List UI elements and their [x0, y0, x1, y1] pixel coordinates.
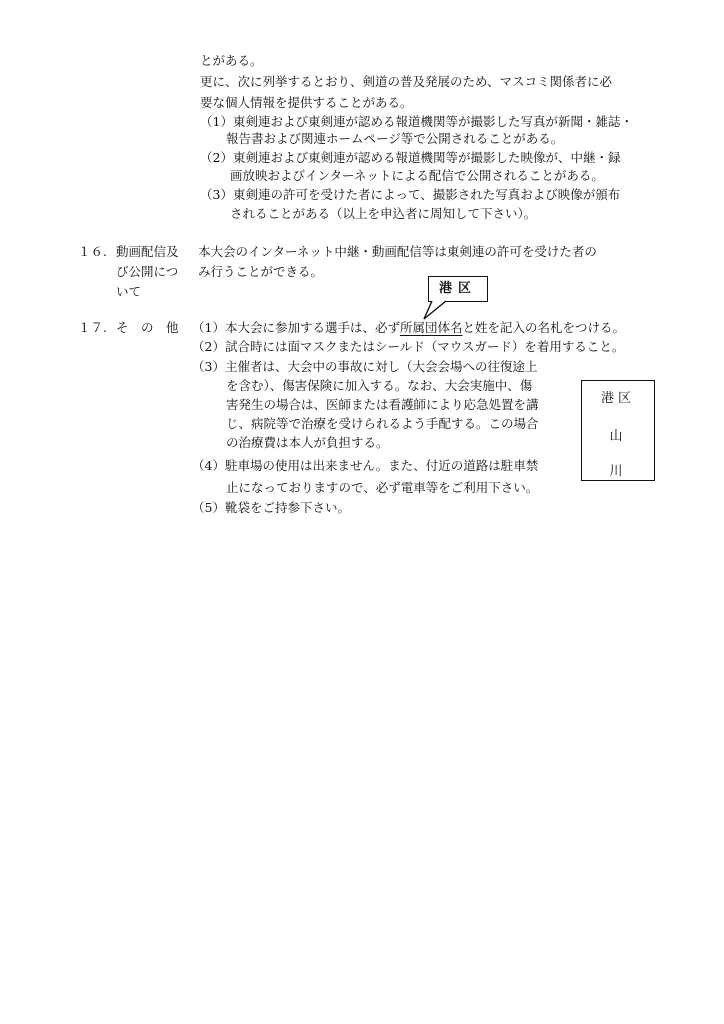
- nametag-example: [581, 380, 655, 481]
- sec15-line-2: 更に、次に列挙するとおり、剣道の普及発展のため、マスコミ関係者に必: [200, 74, 613, 89]
- sec17-item-5: （5）靴袋をご持参下さい。: [192, 500, 350, 515]
- sec16-body-2: み行うことができる。: [198, 264, 324, 279]
- sec15-item-1: （1）東剣連および東剣連が認める報道機関等が撮影した写真が新聞・雑誌・: [200, 114, 633, 129]
- sec17-item-1: [192, 318, 625, 337]
- sec15-item-3-cont: されることがある（以上を申込者に周知して下さい）。: [230, 206, 537, 221]
- sec15-line-1: とがある。: [200, 53, 263, 68]
- sec16-number: １６.: [78, 244, 107, 259]
- nametag-line-1: 港区: [600, 391, 635, 406]
- sec15-line-3: 要な個人情報を提供することがある。: [200, 95, 413, 110]
- sec17-item-3-line-1: （3）主催者は、大会中の事故に対し（大会会場への往復途上: [192, 359, 538, 374]
- sec17-item-3-line-2: を含む）、傷害保険に加入する。なお、大会実施中、傷: [226, 378, 533, 393]
- sec17-item-1-after: と姓を記入の名札をつける。: [462, 320, 625, 335]
- sec17-heading: そ の 他: [116, 320, 179, 335]
- callout-box: 港区: [428, 276, 488, 302]
- sec16-heading-2: び公開につ: [116, 264, 179, 279]
- nametag-line-3: 川: [609, 464, 627, 479]
- sec16-heading-3: いて: [116, 284, 142, 299]
- sec15-item-3: （3）東剣連の許可を受けた者によって、撮影された写真および映像が頒布: [200, 187, 621, 202]
- sec17-item-4-line-1: （4）駐車場の使用は出来ません。また、付近の道路は駐車禁: [192, 458, 539, 473]
- sec15-item-2: （2）東剣連および東剣連が認める報道機関等が撮影した映像が、中継・録: [200, 150, 621, 165]
- sec16-heading-1: 動画配信及: [116, 244, 179, 259]
- sec17-item-4-line-2: 止になっておりますので、必ず電車等をご利用下さい。: [226, 480, 539, 495]
- sec17-number: １７.: [78, 320, 107, 335]
- sec16-body-1: 本大会のインターネット中継・動画配信等は東剣連の許可を受けた者の: [198, 244, 597, 259]
- sec17-item-2: （2）試合時には面マスクまたはシールド（マウスガード）を着用すること。: [192, 339, 625, 354]
- callout-pointer: [420, 300, 448, 320]
- sec15-item-1-cont: 報告書および関連ホームページ等で公開されることがある。: [226, 131, 564, 146]
- nametag-line-2: 山: [609, 429, 627, 444]
- sec15-item-2-cont: 画放映およびインターネットによる配信で公開されることがある。: [230, 168, 604, 183]
- sec17-item-3-line-5: の治療費は本人が負担する。: [226, 435, 389, 450]
- sec17-item-1-before: （1）本大会に参加する選手は、必ず: [192, 320, 400, 335]
- sec17-item-3-line-4: じ、病院等で治療を受けられるよう手配する。この場合: [226, 416, 539, 431]
- sec17-item-1-underlined: 所属団体名: [399, 320, 463, 335]
- sec17-item-3-line-3: 害発生の場合は、医師または看護師により応急処置を講: [226, 397, 539, 412]
